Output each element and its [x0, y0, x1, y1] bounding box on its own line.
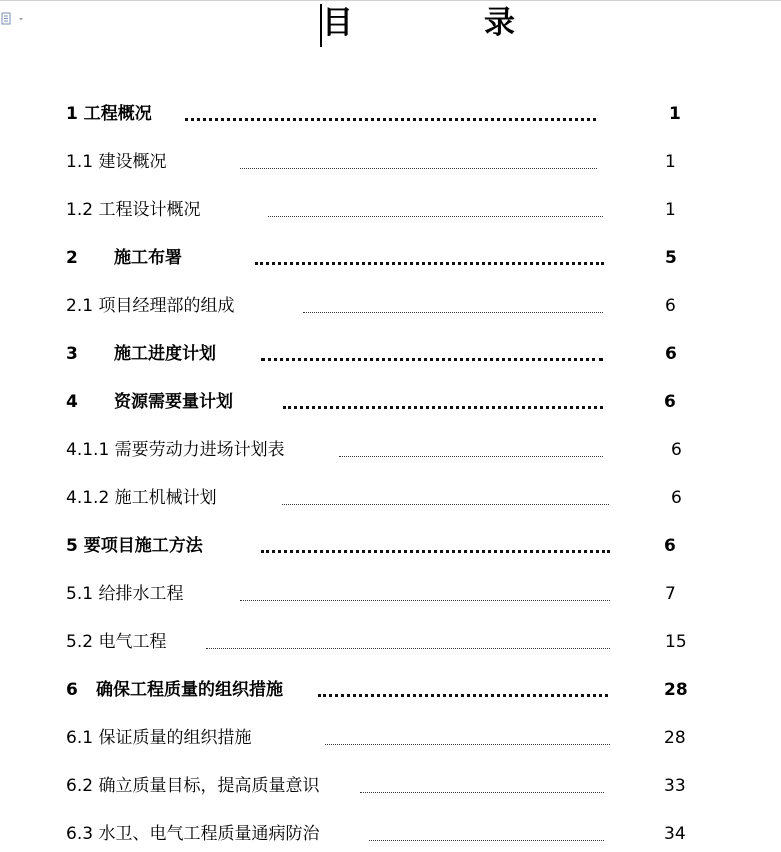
page-title: 目 录 [322, 5, 565, 41]
toc-entry[interactable] [0, 102, 781, 126]
toc-entry[interactable] [0, 486, 781, 510]
toc-page: 34 [664, 824, 686, 844]
toc-page: 1 [665, 200, 676, 220]
toc-page: 6 [664, 392, 676, 412]
toc-leader [268, 216, 603, 217]
toc-leader [261, 358, 603, 361]
toc-entry[interactable] [0, 294, 781, 318]
toc-entry[interactable] [0, 198, 781, 222]
toc-page: 5 [665, 248, 677, 268]
toc-leader [282, 504, 609, 505]
toc-page: 1 [669, 104, 681, 124]
toc-page: 7 [665, 584, 676, 604]
toc-label: 5 要项目施工方法 [66, 536, 203, 556]
toc-label: 1 工程概况 [66, 104, 152, 124]
toc-leader [255, 262, 604, 265]
toc-page: 28 [664, 680, 688, 700]
toc-label: 5.1 给排水工程 [66, 584, 184, 604]
toc-label: 4.1.1 需要劳动力进场计划表 [66, 440, 285, 460]
toc-page: 6 [665, 296, 676, 316]
toc-label: 施工进度计划 [114, 344, 216, 364]
toc-entry[interactable] [0, 342, 781, 366]
toc-number: 3 [66, 344, 78, 364]
toc-label: 施工布署 [114, 248, 182, 268]
toc-entry[interactable] [0, 822, 781, 846]
toc-leader [240, 168, 597, 169]
toc-number: 4 [66, 392, 78, 412]
toc-label: 6.1 保证质量的组织措施 [66, 728, 252, 748]
toc-leader [185, 118, 596, 121]
toc-page: 6 [665, 344, 677, 364]
toc-label: 1.2 工程设计概况 [66, 200, 201, 220]
toc-entry[interactable] [0, 246, 781, 270]
toc-leader [339, 456, 603, 457]
toc-page: 28 [664, 728, 686, 748]
toc-page: 15 [665, 632, 687, 652]
toc-leader [206, 648, 610, 649]
toc-label: 1.1 建设概况 [66, 152, 167, 172]
toc-leader [360, 792, 604, 793]
toc-label: 资源需要量计划 [114, 392, 233, 412]
toc-label: 5.2 电气工程 [66, 632, 167, 652]
toc-leader [303, 312, 603, 313]
toc-leader [369, 840, 604, 841]
toc-page: 1 [665, 152, 676, 172]
toc-entry[interactable] [0, 630, 781, 654]
toc-leader [283, 406, 603, 409]
toc-label: 4.1.2 施工机械计划 [66, 488, 217, 508]
toc-entry[interactable] [0, 774, 781, 798]
toc-page: 6 [664, 536, 676, 556]
toc-label: 6.3 水卫、电气工程质量通病防治 [66, 824, 320, 844]
toc-entry[interactable] [0, 726, 781, 750]
toc-leader [261, 550, 610, 553]
toc-page: 33 [664, 776, 686, 796]
toc-leader [318, 694, 608, 697]
toc-entry[interactable] [0, 390, 781, 414]
toc-leader [325, 744, 610, 745]
toc-number: 2 [66, 248, 78, 268]
toc-entry[interactable] [0, 582, 781, 606]
toc-page: 6 [671, 488, 682, 508]
toc-entry[interactable] [0, 534, 781, 558]
toc-label: 确保工程质量的组织措施 [96, 680, 283, 700]
toc-label: 6.2 确立质量目标，提高质量意识 [66, 776, 320, 796]
toc-leader [240, 600, 610, 601]
toc-entry[interactable] [0, 678, 781, 702]
toc-label: 2.1 项目经理部的组成 [66, 296, 235, 316]
toc-number: 6 [66, 680, 78, 700]
toc-entry[interactable] [0, 438, 781, 462]
toc-page: 6 [671, 440, 682, 460]
toc-entry[interactable] [0, 150, 781, 174]
